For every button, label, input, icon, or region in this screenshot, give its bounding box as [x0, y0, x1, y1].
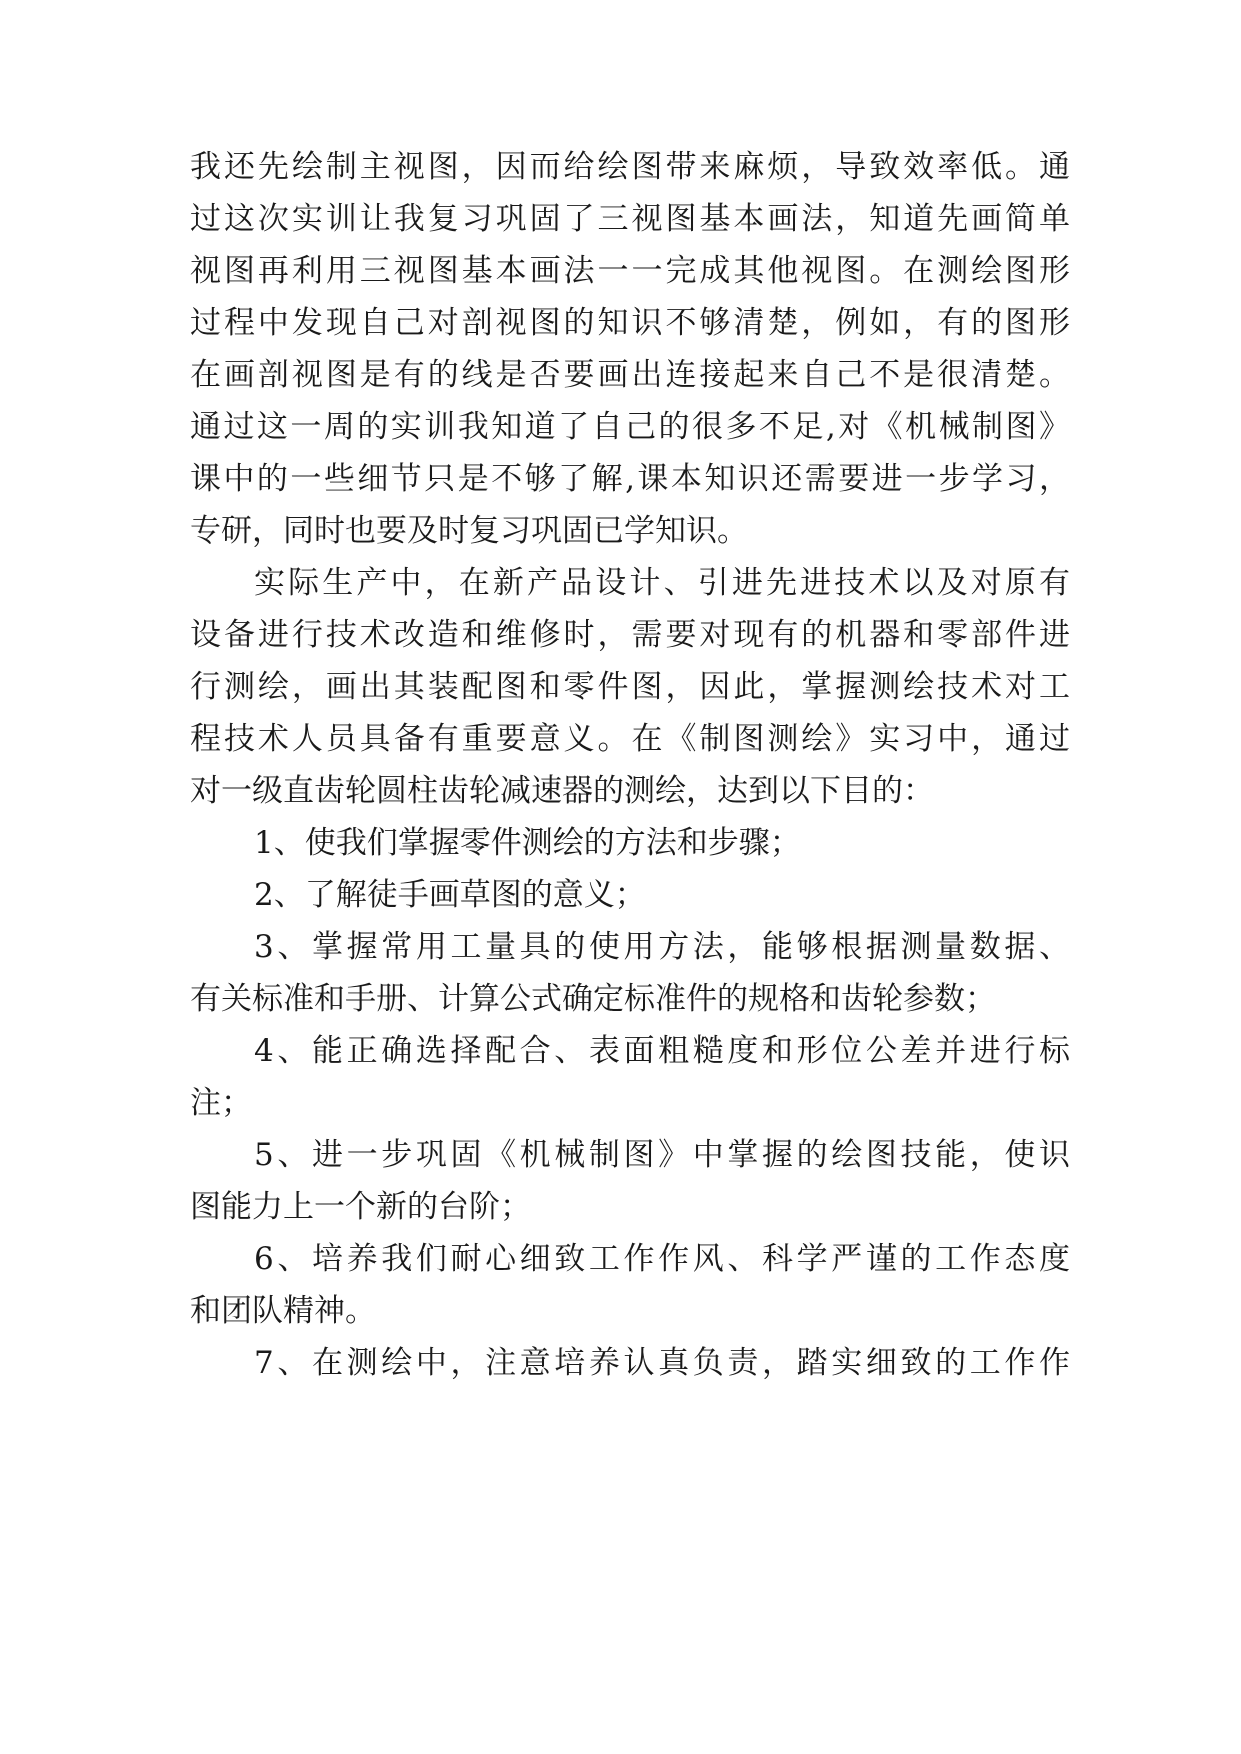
text-line: 在画剖视图是有的线是否要画出连接起来自己不是很清楚。	[190, 357, 1070, 393]
list-item-4: 4、能正确选择配合、表面粗糙度和形位公差并进行标	[254, 1033, 1070, 1069]
text-line: 设备进行技术改造和维修时，需要对现有的机器和零部件进	[190, 617, 1070, 653]
list-item-6: 6、培养我们耐心细致工作作风、科学严谨的工作态度	[254, 1241, 1070, 1277]
text-line: 视图再利用三视图基本画法一一完成其他视图。在测绘图形	[190, 253, 1070, 289]
list-item-3: 3、掌握常用工量具的使用方法，能够根据测量数据、	[254, 929, 1070, 965]
list-item-1: 1、使我们掌握零件测绘的方法和步骤；	[254, 825, 801, 861]
text-line: 行测绘，画出其装配图和零件图，因此，掌握测绘技术对工	[190, 669, 1070, 705]
list-item-5: 5、进一步巩固《机械制图》中掌握的绘图技能，使识	[254, 1137, 1070, 1173]
list-item-6-continued: 和团队精神。	[190, 1293, 376, 1329]
list-item-5-continued: 图能力上一个新的台阶；	[190, 1189, 531, 1225]
text-line: 对一级直齿轮圆柱齿轮减速器的测绘，达到以下目的：	[190, 773, 934, 809]
list-item-4-continued: 注；	[190, 1085, 252, 1121]
list-item-2: 2、了解徒手画草图的意义；	[254, 877, 646, 913]
text-line: 专研，同时也要及时复习巩固已学知识。	[190, 513, 748, 549]
list-item-7: 7、在测绘中，注意培养认真负责，踏实细致的工作作	[254, 1345, 1070, 1381]
text-line: 通过这一周的实训我知道了自己的很多不足,对《机械制图》	[190, 409, 1070, 445]
list-item-3-continued: 有关标准和手册、计算公式确定标准件的规格和齿轮参数；	[190, 981, 996, 1017]
text-line: 过这次实训让我复习巩固了三视图基本画法，知道先画简单	[190, 201, 1070, 237]
text-line: 我还先绘制主视图，因而给绘图带来麻烦，导致效率低。通	[190, 149, 1070, 185]
text-line: 程技术人员具备有重要意义。在《制图测绘》实习中，通过	[190, 721, 1070, 757]
text-line: 课中的一些细节只是不够了解,课本知识还需要进一步学习，	[190, 461, 1070, 497]
paragraph-first-line: 实际生产中，在新产品设计、引进先进技术以及对原有	[254, 565, 1070, 601]
text-line: 过程中发现自己对剖视图的知识不够清楚，例如，有的图形	[190, 305, 1070, 341]
